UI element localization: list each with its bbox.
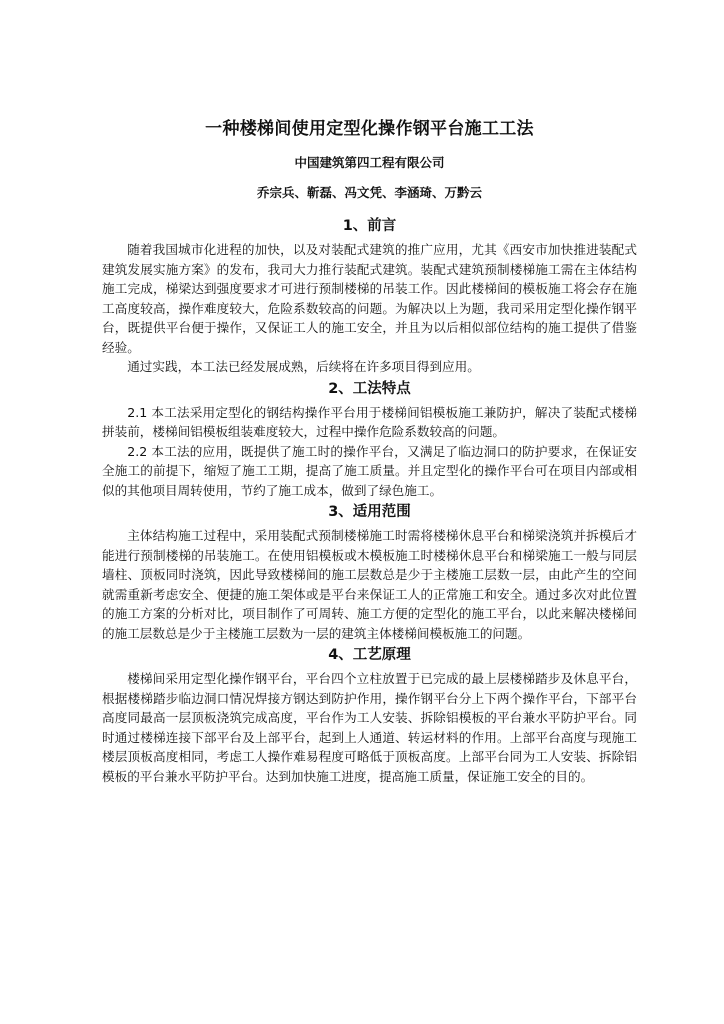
paragraph: 2.1 本工法采用定型化的钢结构操作平台用于楼梯间铝模板施工兼防护，解决了装配式楼梯拼装前，楼梯间铝模板组装难度较大，过程中操作危险系数较高的问题。 — [102, 404, 637, 439]
section-heading: 1、前言 — [342, 218, 397, 234]
document-page — [102, 118, 637, 786]
section-heading: 3、适用范围 — [328, 504, 411, 520]
author-list: 乔宗兵、靳磊、冯文凭、李涵琦、万黔云 — [256, 185, 482, 200]
section-heading: 2、工法特点 — [328, 380, 411, 397]
paragraph: 随着我国城市化进程的加快，以及对装配式建筑的推广应用，尤其《西安市加快推进装配式建筑发展实施方案》的发布，我司大力推行装配式建筑。装配式建筑预制楼梯施工需在主体结构施工完成，梯梁达到强度要求才可进行预制楼梯的吊装工作。因此楼梯间的模板施工将会存在施工高度较高，操作难度较大，危险系数较高的问题。为解决以上为题，我司采用定型化操作钢平台，既提供平台便于操作，又保证工人的施工安全，并且为以后相似部位结构的施工提供了借鉴经验。 — [102, 242, 637, 355]
section-principle — [102, 645, 637, 786]
section-preface — [102, 216, 637, 377]
paragraph: 主体结构施工过程中，采用装配式预制楼梯施工时需将楼梯休息平台和梯梁浇筑并拆模后才能进行预制楼梯的吊装施工。在使用铝模板或木模板施工时楼梯休息平台和梯梁施工一般与同层墙柱、顶板同时浇筑，因此导致楼梯间的施工层数总是少于主楼施工层数一层，由此产生的空间就需重新考虑安全、便捷的施工架体或是平台来保证工人的正常施工和安全。通过多次对此位置的施工方案的分析对比，项目制作了可周转、施工方便的定型化的施工平台，以此来解决楼梯间的施工层数总是少于主楼施工层数为一层的建筑主体楼梯间模板施工的问题。 — [102, 528, 637, 641]
document-title: 一种楼梯间使用定型化操作钢平台施工工法 — [205, 119, 534, 139]
section-heading: 4、工艺原理 — [328, 647, 411, 663]
paragraph: 2.2 本工法的应用，既提供了施工时的操作平台，又满足了临边洞口的防护要求，在保证安全施工的前提下，缩短了施工工期，提高了施工质量。并且定型化的操作平台可在项目内部或相似的其他项目周转使用，节约了施工成本，做到了绿色施工。 — [102, 443, 637, 498]
paragraph: 通过实践，本工法已经发展成熟，后续将在许多项目得到应用。 — [127, 359, 480, 374]
section-scope — [102, 502, 637, 643]
organization-name: 中国建筑第四工程有限公司 — [294, 155, 445, 170]
paragraph: 楼梯间采用定型化操作钢平台，平台四个立柱放置于已完成的最上层楼梯踏步及休息平台，根据楼梯踏步临边洞口情况焊接方钢达到防护作用，操作钢平台分上下两个操作平台，下部平台高度同最高一层顶板浇筑完成高度，平台作为工人安装、拆除铝模板的平台兼水平防护平台。同时通过楼梯连接下部平台及上部平台，起到上人通道、转运材料的作用。上部平台高度与现施工楼层顶板高度相同，考虑工人操作难易程度可略低于顶板高度。上部平台同为工人安装、拆除铝模板的平台兼水平防护平台。达到加快施工进度，提高施工质量，保证施工安全的目的。 — [102, 671, 637, 784]
section-features — [102, 379, 637, 501]
